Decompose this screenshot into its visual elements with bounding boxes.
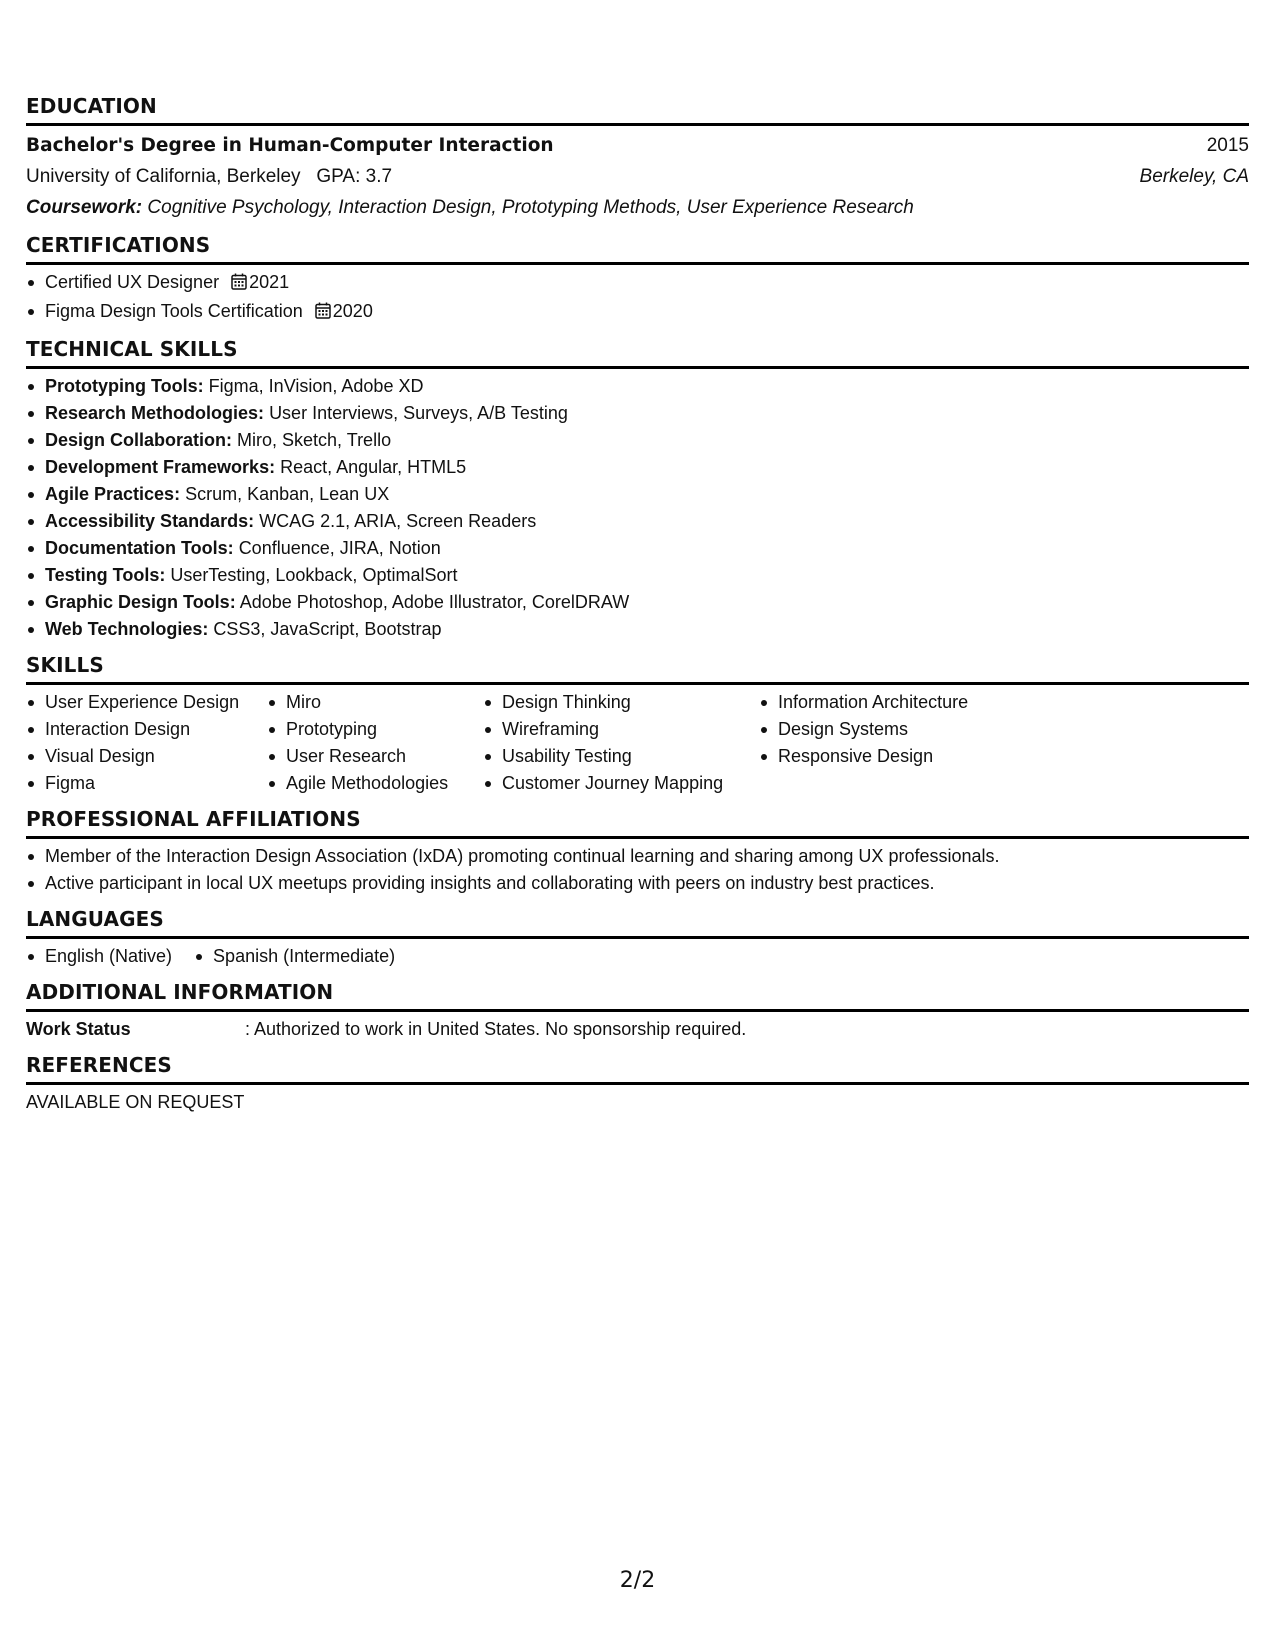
certifications-list: [26, 269, 1249, 327]
skill-item: User Research: [267, 743, 483, 770]
skills-grid: [26, 689, 1249, 797]
skills-column: [26, 689, 267, 797]
certification-name: Figma Design Tools Certification: [45, 301, 303, 321]
technical-skill-label: Accessibility Standards:: [45, 511, 255, 531]
coursework: [26, 192, 1249, 223]
school-name: University of California, Berkeley: [26, 166, 301, 187]
skill-item: Agile Methodologies: [267, 770, 483, 797]
technical-skill-item: [26, 616, 1249, 643]
skill-item: Design Systems: [759, 716, 1059, 743]
affiliation-item: Member of the Interaction Design Association (IxDA) promoting continual learning and sharing among UX professionals.: [26, 843, 1249, 870]
technical-skill-value: CSS3, JavaScript, Bootstrap: [213, 619, 442, 639]
technical-skill-value: Scrum, Kanban, Lean UX: [185, 484, 390, 504]
skill-item: Responsive Design: [759, 743, 1059, 770]
technical-skill-value: React, Angular, HTML5: [280, 457, 467, 477]
additional-info-heading: ADDITIONAL INFORMATION: [26, 980, 1249, 1012]
skills-heading: SKILLS: [26, 653, 1249, 685]
technical-skill-value: User Interviews, Surveys, A/B Testing: [269, 403, 568, 423]
certification-item: [26, 269, 1249, 298]
certifications-section: [26, 233, 1249, 327]
technical-skill-label: Documentation Tools:: [45, 538, 234, 558]
technical-skills-section: [26, 337, 1249, 643]
technical-skill-item: [26, 589, 1249, 616]
skill-item: User Experience Design: [26, 689, 267, 716]
technical-skill-label: Testing Tools:: [45, 565, 166, 585]
work-status-label: Work Status: [26, 1019, 131, 1039]
education-heading: EDUCATION: [26, 94, 1249, 126]
certification-name: Certified UX Designer: [45, 272, 220, 292]
technical-skills-heading: TECHNICAL SKILLS: [26, 337, 1249, 369]
work-status-value: : Authorized to work in United States. No sponsorship required.: [245, 1019, 747, 1039]
technical-skill-item: [26, 481, 1249, 508]
gpa: GPA: 3.7: [316, 166, 393, 187]
technical-skill-label: Graphic Design Tools:: [45, 592, 236, 612]
degree-title: Bachelor's Degree in Human-Computer Interaction: [26, 135, 554, 156]
skill-item: Customer Journey Mapping: [483, 770, 759, 797]
technical-skill-item: [26, 373, 1249, 400]
references-text: AVAILABLE ON REQUEST: [26, 1092, 245, 1112]
technical-skill-value: UserTesting, Lookback, OptimalSort: [170, 565, 458, 585]
technical-skill-item: [26, 535, 1249, 562]
graduation-year: 2015: [1206, 135, 1249, 156]
skill-item: Usability Testing: [483, 743, 759, 770]
certification-year: 2020: [332, 301, 373, 321]
skill-item: Figma: [26, 770, 267, 797]
additional-info-section: [26, 980, 1249, 1043]
skill-item: Visual Design: [26, 743, 267, 770]
technical-skill-label: Web Technologies:: [45, 619, 209, 639]
skills-column: [759, 689, 1059, 797]
school-location: Berkeley, CA: [1139, 166, 1249, 187]
skills-column: [483, 689, 759, 797]
references-section: [26, 1053, 1249, 1116]
skill-item: Miro: [267, 689, 483, 716]
skill-item: Interaction Design: [26, 716, 267, 743]
skill-item: Prototyping: [267, 716, 483, 743]
certification-item: [26, 298, 1249, 327]
language-item: Spanish (Intermediate): [194, 943, 395, 970]
languages-section: [26, 907, 1249, 970]
technical-skill-item: [26, 400, 1249, 427]
technical-skill-value: Miro, Sketch, Trello: [237, 430, 392, 450]
certification-year: 2021: [249, 272, 290, 292]
affiliation-item: Active participant in local UX meetups providing insights and collaborating with peers on industry best practices.: [26, 870, 1249, 897]
page-number: 2/2: [619, 1568, 656, 1593]
technical-skill-label: Agile Practices:: [45, 484, 181, 504]
references-heading: REFERENCES: [26, 1053, 1249, 1085]
technical-skill-value: Figma, InVision, Adobe XD: [208, 376, 424, 396]
languages-heading: LANGUAGES: [26, 907, 1249, 939]
technical-skill-label: Design Collaboration:: [45, 430, 233, 450]
work-status-row: [26, 1016, 1249, 1043]
languages-list: [26, 943, 1249, 970]
technical-skill-item: [26, 562, 1249, 589]
affiliations-heading: PROFESSIONAL AFFILIATIONS: [26, 807, 1249, 839]
skill-item: Information Architecture: [759, 689, 1059, 716]
skills-section: [26, 653, 1249, 797]
technical-skill-label: Prototyping Tools:: [45, 376, 204, 396]
affiliations-list: [26, 843, 1249, 897]
education-section: [26, 94, 1249, 223]
coursework-label: Coursework:: [26, 197, 143, 218]
technical-skill-item: [26, 454, 1249, 481]
certifications-heading: CERTIFICATIONS: [26, 233, 1249, 265]
technical-skill-value: Confluence, JIRA, Notion: [238, 538, 441, 558]
technical-skill-value: WCAG 2.1, ARIA, Screen Readers: [259, 511, 537, 531]
affiliations-section: [26, 807, 1249, 897]
technical-skill-label: Research Methodologies:: [45, 403, 265, 423]
technical-skills-list: [26, 373, 1249, 643]
skill-item: Design Thinking: [483, 689, 759, 716]
calendar-icon: [315, 300, 331, 327]
calendar-icon: [231, 271, 247, 298]
technical-skill-item: [26, 508, 1249, 535]
coursework-list: Cognitive Psychology, Interaction Design, Prototyping Methods, User Experience Research: [147, 197, 914, 218]
skill-item: Wireframing: [483, 716, 759, 743]
technical-skill-value: Adobe Photoshop, Adobe Illustrator, CorelDRAW: [239, 592, 630, 612]
technical-skill-label: Development Frameworks:: [45, 457, 276, 477]
resume-page: [26, 94, 1249, 1126]
technical-skill-item: [26, 427, 1249, 454]
language-item: English (Native): [26, 943, 172, 970]
skills-column: [267, 689, 483, 797]
